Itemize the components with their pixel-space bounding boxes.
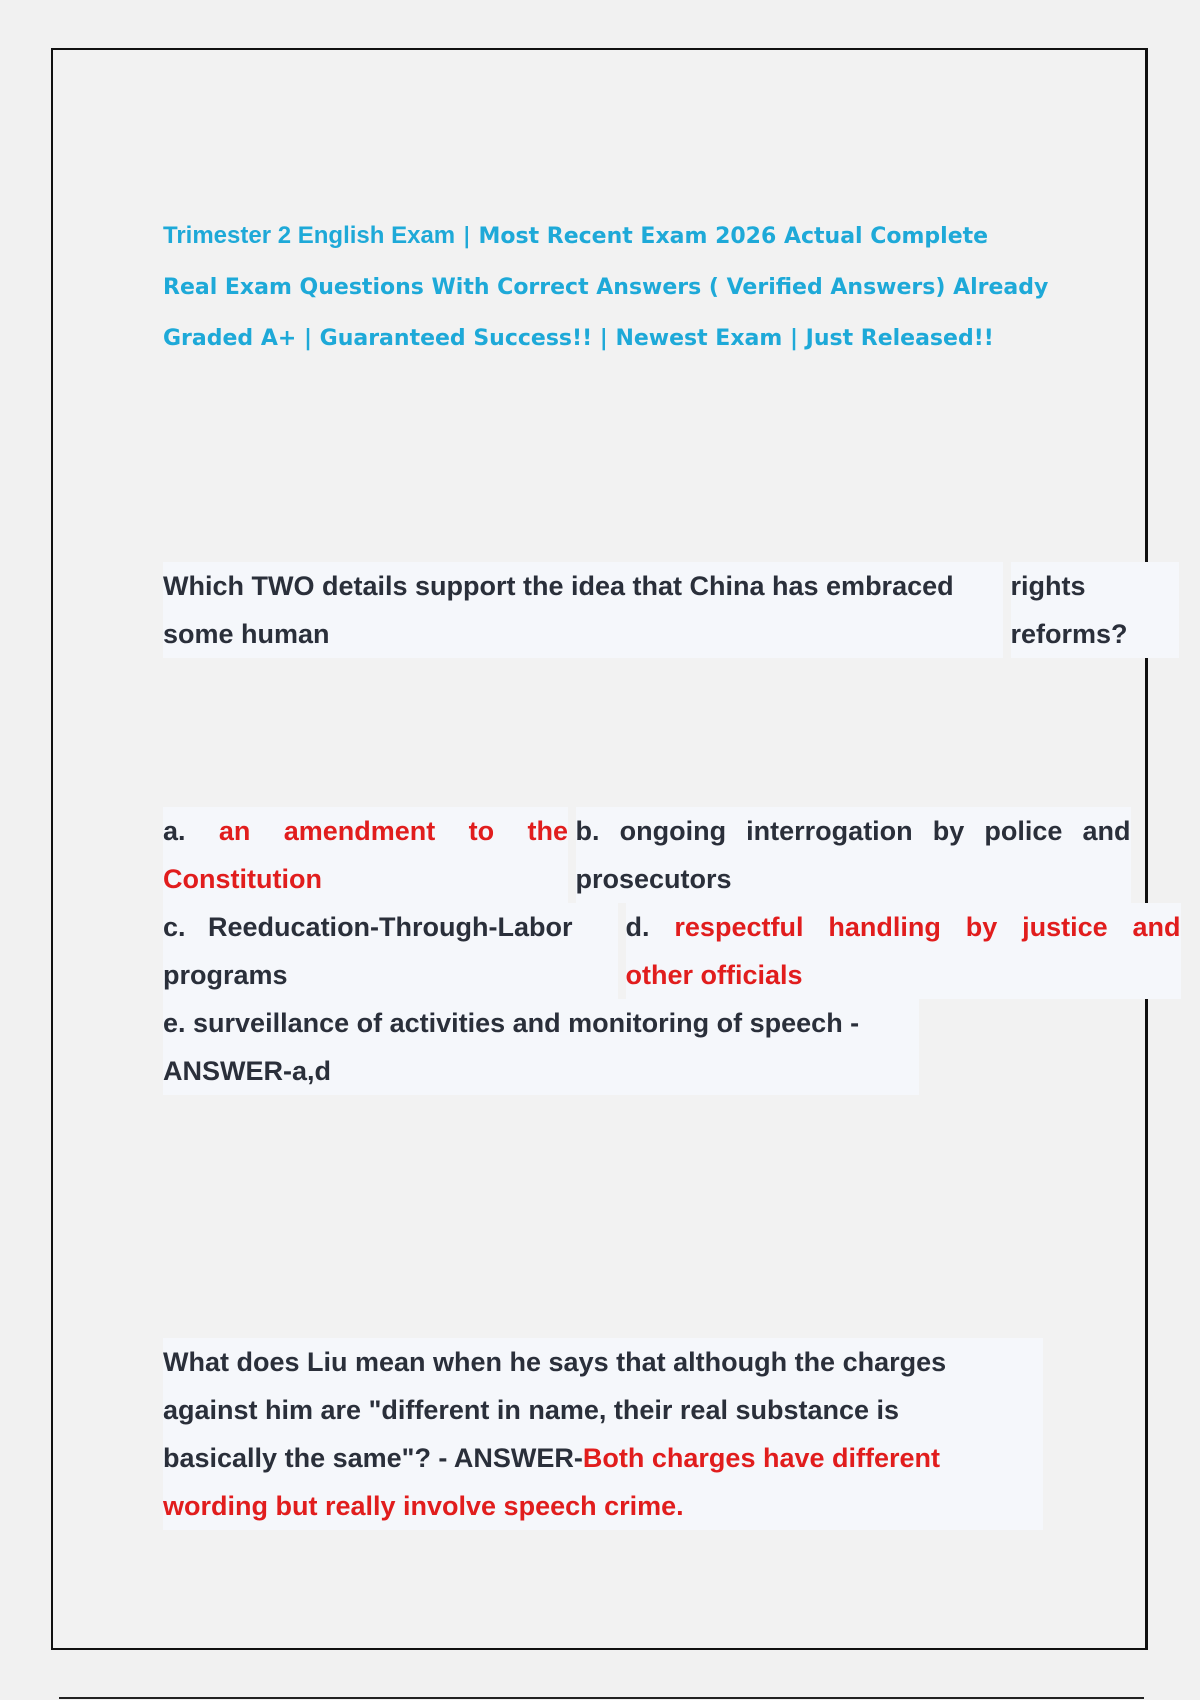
- option-d-prefix: d.: [625, 912, 650, 942]
- option-a-line: [163, 807, 568, 855]
- title-main: Trimester 2 English Exam: [163, 222, 456, 249]
- option-c-text-cont: programs: [163, 960, 288, 990]
- option-a: [163, 807, 568, 903]
- question-1-text: [163, 562, 1003, 658]
- question-2-answer-label: basically the same"? - ANSWER-: [163, 1443, 583, 1473]
- option-e-text: e. surveillance of activities and monitoring of speech -: [163, 1008, 860, 1038]
- question-1-line: some human: [163, 619, 330, 649]
- option-d-line: [626, 903, 1181, 951]
- title-line-1: [163, 210, 1123, 262]
- title-subtitle: | Most Recent Exam 2026 Actual Complete: [455, 224, 989, 249]
- question-2-line: [163, 1434, 1043, 1482]
- answer-options: [163, 807, 1200, 1095]
- option-c: [163, 903, 618, 999]
- answer-key: ANSWER-a,d: [163, 1056, 331, 1086]
- option-d-text: respectful handling by justice and: [674, 912, 1181, 942]
- page-divider: [59, 1697, 1144, 1699]
- option-a-text: an amendment to the: [218, 816, 568, 846]
- question-2-text: [163, 1338, 1043, 1530]
- option-a-text-cont: Constitution: [163, 864, 322, 894]
- title-line-2: Real Exam Questions With Correct Answers ( Verified Answers) Already: [163, 275, 1049, 300]
- option-d-text-cont: other officials: [625, 960, 803, 990]
- question-1-line: Which TWO details support the idea that China has embraced: [163, 571, 954, 601]
- title-line-3: Graded A+ | Guaranteed Success!! | Newest Exam | Just Released!!: [163, 326, 994, 351]
- question-1: [163, 562, 1179, 658]
- question-1-text-cont: [1011, 562, 1179, 658]
- option-a-prefix: a.: [163, 816, 186, 846]
- option-c-text: c. Reeducation-Through-Labor: [163, 912, 573, 942]
- question-2-answer: Both charges have different: [582, 1443, 940, 1473]
- question-2-line: against him are "different in name, their real substance is: [163, 1395, 900, 1425]
- question-2-answer-cont: wording but really involve speech crime.: [163, 1491, 684, 1521]
- question-2-line: What does Liu mean when he says that although the charges: [163, 1347, 947, 1377]
- document-title: [163, 210, 1123, 364]
- question-2: [163, 1338, 1043, 1530]
- question-1-line: rights: [1010, 571, 1086, 601]
- option-b-text-cont: prosecutors: [575, 864, 732, 894]
- option-e: [163, 999, 919, 1095]
- option-b-text: b. ongoing interrogation by police and: [575, 816, 1131, 846]
- question-1-line: reforms?: [1010, 619, 1128, 649]
- option-b: [576, 807, 1131, 903]
- option-d: [626, 903, 1181, 999]
